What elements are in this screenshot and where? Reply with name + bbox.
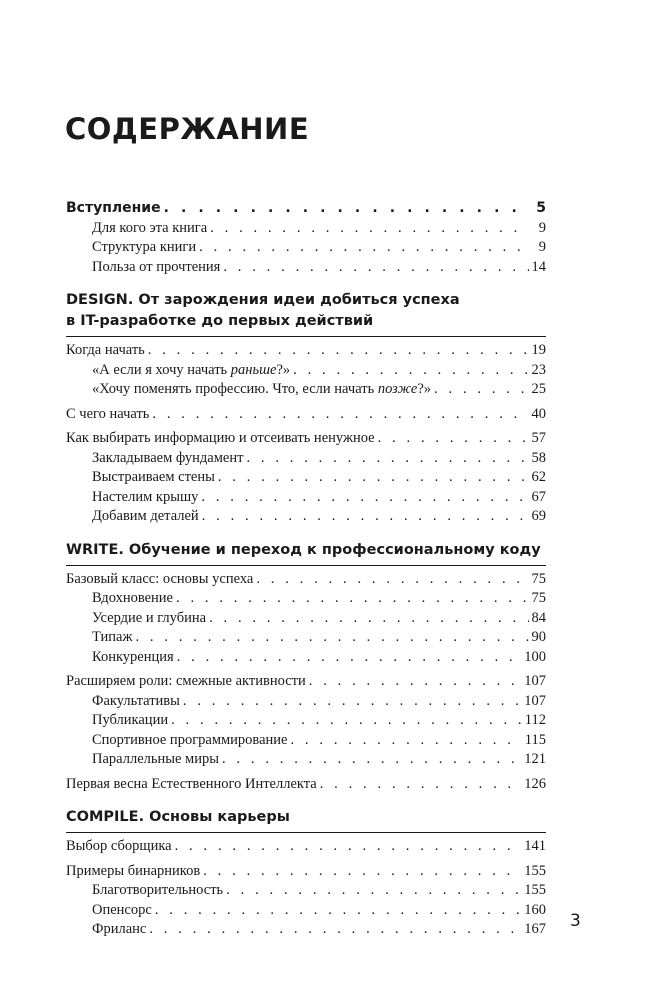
dot-leader [149, 920, 521, 940]
toc-subentry[interactable] [66, 258, 546, 278]
entry-title-text: Спортивное программирование [92, 731, 288, 748]
toc-subentry[interactable] [66, 468, 546, 488]
dot-leader [155, 901, 521, 921]
dot-leader [148, 341, 529, 361]
entry-title-text: «Хочу поменять профессию. Что, если начать [92, 381, 378, 397]
table-of-contents [66, 199, 546, 940]
entry-title-text: Закладываем фундамент [92, 449, 244, 466]
entry-title [92, 750, 219, 770]
entry-title-text: «А если я хочу начать [92, 361, 231, 378]
part-heading-text: в IT-разработке до первых действий [66, 313, 374, 329]
entry-title [92, 449, 243, 469]
part-heading [66, 290, 546, 333]
entry-title: Польза от прочтения [92, 258, 221, 275]
entry-page: 107 [524, 692, 546, 709]
entry-page: 14 [531, 258, 546, 275]
dot-leader [218, 468, 529, 488]
entry-title: Вступление [66, 200, 161, 216]
entry-title: Расширяем роли: смежные активности [66, 673, 306, 689]
part-heading-key: WRITE. [66, 541, 124, 558]
part-heading [66, 540, 546, 562]
entry-page: 160 [524, 901, 546, 918]
entry-title-text: Опенсорс [92, 901, 152, 918]
page-number: 3 [570, 911, 581, 931]
entry-title: Базовый класс: основы успеха [66, 570, 254, 587]
toc-entry-intro[interactable] [66, 199, 546, 219]
entry-page: 23 [531, 361, 546, 378]
part-divider [66, 832, 546, 833]
entry-title-text: Вдохновение [92, 590, 173, 606]
dot-leader [226, 881, 521, 901]
toc-subentry[interactable] [66, 507, 546, 527]
entry-page: 141 [524, 838, 546, 854]
entry-page: 107 [524, 673, 546, 689]
toc-subentry[interactable] [66, 380, 546, 400]
toc-entry[interactable] [66, 570, 546, 590]
dot-leader [320, 775, 522, 795]
entry-page: 9 [538, 219, 546, 236]
entry-title [92, 731, 287, 751]
entry-page: 100 [524, 648, 546, 665]
entry-title: Когда начать [66, 342, 145, 358]
toc-entry[interactable] [66, 837, 546, 857]
part-divider [66, 336, 546, 337]
entry-page: 5 [536, 200, 546, 216]
entry-page: 75 [531, 570, 546, 587]
part-heading-text: Основы карьеры [144, 809, 290, 825]
dot-leader [175, 837, 522, 857]
dot-leader [256, 570, 528, 590]
dot-leader [201, 488, 528, 508]
entry-title [92, 901, 152, 921]
toc-subentry[interactable] [66, 238, 546, 258]
toc-entry[interactable] [66, 775, 546, 795]
toc-subentry[interactable] [66, 488, 546, 508]
entry-title-text: Факультативы [92, 692, 180, 709]
entry-title [92, 692, 180, 712]
toc-entry[interactable] [66, 405, 546, 425]
entry-title [92, 609, 206, 629]
entry-page: 40 [531, 405, 546, 422]
entry-title: Для кого эта книга [92, 219, 208, 236]
toc-subentry[interactable] [66, 628, 546, 648]
entry-page: 57 [531, 430, 546, 446]
part-heading-key: DESIGN. [66, 292, 134, 308]
entry-title [92, 488, 198, 508]
entry-title [92, 361, 290, 381]
entry-title: Примеры бинарников [66, 862, 201, 879]
toc-part [66, 290, 546, 527]
entry-title [92, 628, 132, 648]
toc-entry[interactable] [66, 341, 546, 361]
dot-leader [152, 405, 528, 425]
entry-page: 67 [531, 488, 546, 505]
toc-subentry[interactable] [66, 219, 546, 239]
dot-leader [434, 380, 528, 400]
dot-leader [176, 589, 529, 609]
entry-page: 69 [531, 508, 546, 524]
entry-title-text: ?» [417, 381, 432, 397]
entry-title: Как выбирать информацию и отсеивать ненужное [66, 430, 375, 446]
dot-leader [135, 628, 528, 648]
entry-title-text: Добавим деталей [92, 508, 199, 524]
part-heading-key: COMPILE. [66, 809, 145, 825]
dot-leader [210, 219, 529, 239]
entry-title-text: ?» [276, 361, 291, 378]
page-title: СОДЕРЖАНИЕ [65, 112, 310, 146]
dot-leader [203, 862, 521, 882]
entry-title [92, 881, 223, 901]
dot-leader [290, 731, 521, 751]
part-heading-text: Обучение и переход к профессиональному коду [123, 541, 541, 558]
entry-title-text: Выстраиваем стены [92, 469, 215, 485]
dot-leader [202, 507, 529, 527]
entry-title: Первая весна Естественного Интеллекта [66, 775, 317, 792]
dot-leader [177, 648, 522, 668]
entry-page: 155 [524, 882, 546, 898]
dot-leader [293, 361, 528, 381]
dot-leader [222, 750, 521, 770]
toc-subentry[interactable] [66, 920, 546, 940]
dot-leader [246, 449, 528, 469]
entry-title [92, 507, 199, 527]
dot-leader [309, 672, 522, 692]
entry-page: 84 [531, 609, 546, 626]
entry-title-text: Фриланс [92, 921, 147, 937]
dot-leader [171, 711, 522, 731]
dot-leader [378, 429, 529, 449]
entry-page: 126 [524, 775, 546, 792]
dot-leader [209, 609, 528, 629]
entry-title-text: Благотворительность [92, 882, 224, 898]
toc-subentry[interactable] [66, 609, 546, 629]
dot-leader [223, 258, 528, 278]
entry-title [92, 920, 146, 940]
entry-title: Выбор сборщика [66, 838, 172, 854]
entry-page: 62 [531, 469, 546, 485]
toc-subentry[interactable] [66, 901, 546, 921]
part-heading [66, 807, 546, 829]
entry-title: С чего начать [66, 405, 150, 422]
entry-page: 25 [531, 381, 546, 397]
entry-page: 90 [531, 629, 546, 645]
toc-subentry[interactable] [66, 731, 546, 751]
part-heading-text: От зарождения идеи добиться успеха [133, 292, 460, 308]
entry-title [92, 648, 174, 668]
entry-title-text: Типаж [92, 629, 133, 645]
toc-subentry[interactable] [66, 881, 546, 901]
toc-entry[interactable] [66, 672, 546, 692]
entry-title-emphasis: позже [377, 381, 418, 397]
entry-title: Структура книги [92, 239, 197, 255]
entry-page: 9 [538, 239, 546, 255]
dot-leader [199, 238, 529, 258]
entry-title [92, 711, 168, 731]
entry-title [92, 380, 431, 400]
entry-page: 121 [524, 751, 546, 767]
entry-title [92, 589, 173, 609]
toc-subentry[interactable] [66, 692, 546, 712]
entry-page: 155 [524, 862, 546, 879]
toc-entry[interactable] [66, 429, 546, 449]
entry-page: 115 [524, 731, 546, 748]
toc-subentry[interactable] [66, 449, 546, 469]
toc-subentry[interactable] [66, 711, 546, 731]
toc-subentry[interactable] [66, 589, 546, 609]
entry-title-text: Публикации [92, 712, 169, 728]
toc-part [66, 540, 546, 795]
dot-leader [164, 199, 529, 219]
toc-subentry[interactable] [66, 648, 546, 668]
entry-page: 112 [524, 712, 546, 728]
dot-leader [183, 692, 521, 712]
toc-entry[interactable] [66, 862, 546, 882]
toc-subentry[interactable] [66, 750, 546, 770]
entry-title [92, 468, 215, 488]
entry-title-text: Параллельные миры [92, 751, 219, 767]
entry-title-emphasis: раньше [230, 361, 277, 378]
entry-page: 58 [531, 449, 546, 466]
entry-page: 75 [531, 590, 546, 606]
entry-title-text: Усердие и глубина [92, 609, 207, 626]
toc-part [66, 807, 546, 940]
entry-title-text: Настелим крышу [92, 488, 199, 505]
entry-page: 19 [531, 342, 546, 358]
entry-page: 167 [524, 921, 546, 937]
part-divider [66, 565, 546, 566]
entry-title-text: Конкуренция [92, 648, 174, 665]
toc-subentry[interactable] [66, 361, 546, 381]
